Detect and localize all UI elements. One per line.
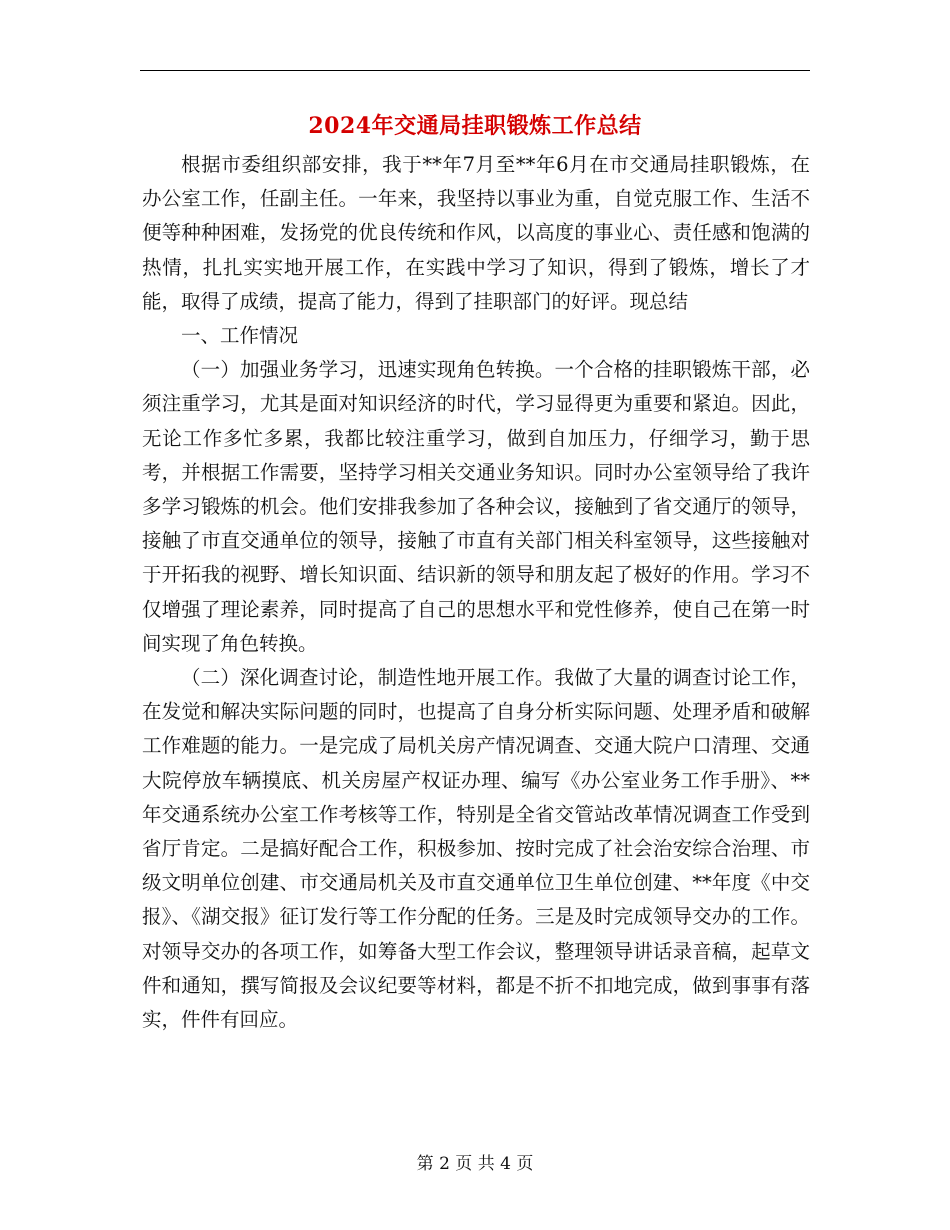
- paragraph-intro: 根据市委组织部安排，我于**年7月至**年6月在市交通局挂职锻炼，在办公室工作，任副主任。一年来，我坚持以事业为重，自觉克服工作、生活不便等种种困难，发扬党的优良传统和作风，以高度的事业心、责任感和饱满的热情，扎扎实实地开展工作，在实践中学习了知识，得到了锻炼，增长了才能，取得了成绩，提高了能力，得到了挂职部门的好评。现总结: [142, 153, 810, 313]
- paragraph-research: （二）深化调查讨论，制造性地开展工作。我做了大量的调查讨论工作，在发觉和解决实际问题的同时，也提高了自身分析实际问题、处理矛盾和破解工作难题的能力。一是完成了局机关房产情况调查、交通大院户口清理、交通大院停放车辆摸底、机关房屋产权证办理、编写《办公室业务工作手册》、**年交通系统办公室工作考核等工作，特别是全省交管站改革情况调查工作受到省厅肯定。二是搞好配合工作，积极参加、按时完成了社会治安综合治理、市级文明单位创建、市交通局机关及市直交通单位卫生单位创建、**年度《中交报》、《湖交报》征订发行等工作分配的任务。三是及时完成领导交办的工作。对领导交办的各项工作，如筹备大型工作会议，整理领导讲话录音稿，起草文件和通知，撰写简报及会议纪要等材料，都是不折不扣地完成，做到事事有落实，件件有回应。: [142, 666, 810, 1032]
- page-number-footer: 第 2 页 共 4 页: [416, 1154, 534, 1174]
- document-body: [142, 148, 810, 1037]
- header-rule: [140, 70, 810, 71]
- paragraph-study: （一）加强业务学习，迅速实现角色转换。一个合格的挂职锻炼干部，必须注重学习，尤其是面对知识经济的时代，学习显得更为重要和紧迫。因此，无论工作多忙多累，我都比较注重学习，做到自加压力，仔细学习，勤于思考，并根据工作需要，坚持学习相关交通业务知识。同时办公室领导给了我许多学习锻炼的机会。他们安排我参加了各种会议，接触到了省交通厅的领导，接触了市直交通单位的领导，接触了市直有关部门相关科室领导，这些接触对于开拓我的视野、增长知识面、结识新的领导和朋友起了极好的作用。学习不仅增强了理论素养，同时提高了自己的思想水平和党性修养，使自己在第一时间实现了角色转换。: [142, 358, 810, 655]
- document-title: 2024年交通局挂职锻炼工作总结: [308, 113, 642, 139]
- section-heading-work-situation: 一、工作情况: [181, 324, 299, 348]
